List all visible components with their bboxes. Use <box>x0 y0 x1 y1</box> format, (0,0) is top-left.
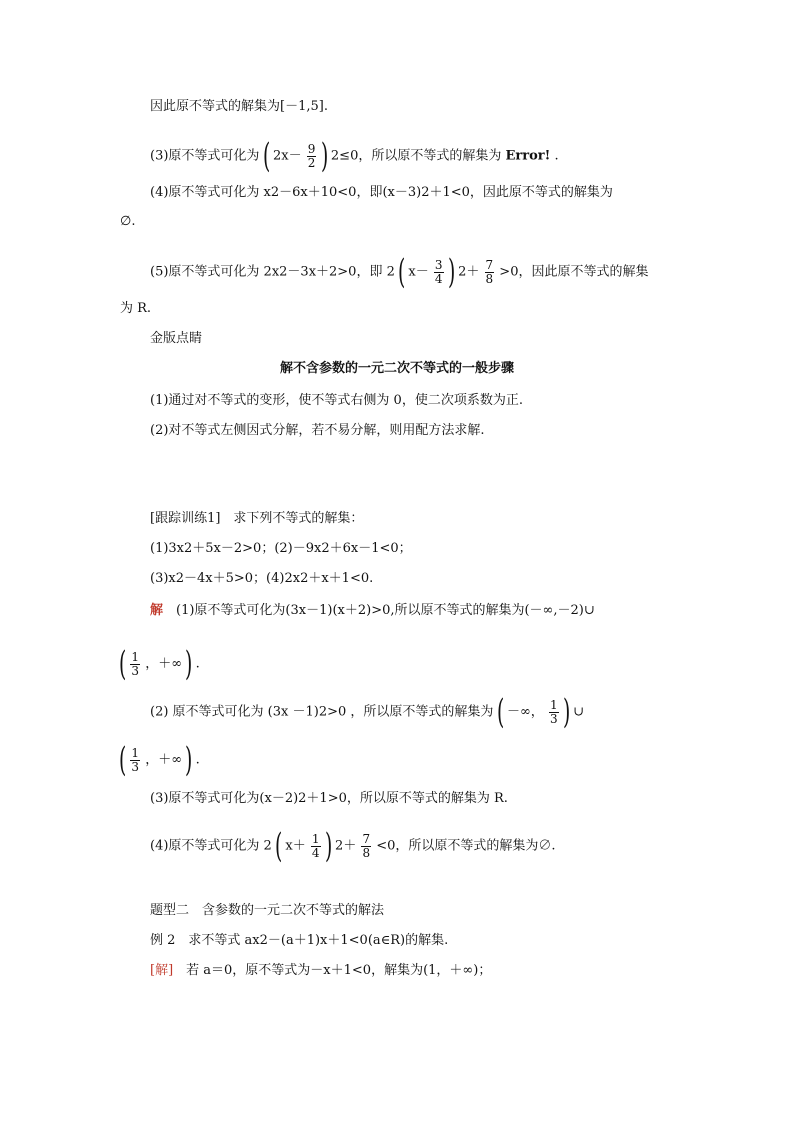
text-segment: 2x－ <box>272 148 302 164</box>
text-line <box>150 252 649 292</box>
text-line <box>150 136 559 176</box>
fraction <box>361 833 371 860</box>
text-segment: ，＋∞ <box>145 656 183 672</box>
text-line: (2)对不等式左侧因式分解，若不易分解，则用配方法求解. <box>150 423 485 438</box>
section-label: 金版点睛 <box>150 331 203 346</box>
denominator: 3 <box>131 759 140 774</box>
text-line <box>118 740 200 780</box>
fraction <box>130 747 140 774</box>
denominator: 4 <box>434 271 443 286</box>
text-line <box>150 602 595 620</box>
text-line: ∅. <box>120 214 136 229</box>
answer-marker: 解 <box>150 603 164 618</box>
text-line: 因此原不等式的解集为[－1,5]. <box>150 99 328 114</box>
left-paren: ( <box>274 826 283 866</box>
numerator: 1 <box>549 697 558 712</box>
numerator: 7 <box>362 831 371 846</box>
text-segment: 若 a＝0，原不等式为－x＋1<0，解集为(1，＋∞)； <box>173 963 492 978</box>
text-segment: (5)原不等式可化为 2x2－3x＋2>0，即 2 <box>150 264 395 280</box>
text-line: (1)3x2＋5x－2>0；(2)－9x2＋6x－1<0； <box>150 541 412 556</box>
text-segment: (2) 原不等式可化为 (3x －1)2>0 ，所以原不等式的解集为 <box>150 704 494 720</box>
text-segment: －∞， <box>506 704 544 720</box>
denominator: 3 <box>131 663 140 678</box>
text-segment: . <box>554 148 559 164</box>
text-segment: x－ <box>408 264 429 280</box>
right-paren: ) <box>324 826 332 866</box>
text-segment: ，＋∞ <box>145 752 183 768</box>
text-line <box>150 962 491 980</box>
answer-marker: [解] <box>150 963 174 978</box>
numerator: 1 <box>311 831 320 846</box>
text-segment: (1)原不等式可化为(3x－1)(x＋2)>0,所以原不等式的解集为(－∞,－2)∪ <box>163 603 595 618</box>
fraction <box>311 833 321 860</box>
text-line: (1)通过对不等式的变形，使不等式右侧为 0，使二次项系数为正. <box>150 393 523 408</box>
text-line <box>150 826 556 866</box>
numerator: 7 <box>485 257 494 272</box>
right-paren: ) <box>185 644 193 684</box>
left-paren: ( <box>398 252 406 292</box>
fraction <box>549 699 559 726</box>
text-segment: . <box>195 656 200 672</box>
denominator: 8 <box>362 845 371 860</box>
denominator: 4 <box>311 845 320 860</box>
right-paren: ) <box>447 252 455 292</box>
right-paren: ) <box>185 740 193 780</box>
numerator: 9 <box>307 141 316 156</box>
denominator: 3 <box>549 711 558 726</box>
right-paren: ) <box>320 136 328 176</box>
error-text: Error! <box>505 148 551 164</box>
text-line: (3)原不等式可化为(x－2)2＋1>0，所以原不等式的解集为 R. <box>150 791 508 806</box>
denominator: 2 <box>307 155 316 170</box>
denominator: 8 <box>485 271 494 286</box>
fraction <box>130 651 140 678</box>
text-segment: (3)原不等式可化为 <box>150 148 260 164</box>
left-paren: ( <box>262 136 270 176</box>
fraction <box>434 259 444 286</box>
text-segment: 2＋ <box>458 264 480 280</box>
text-segment: x＋ <box>285 838 306 854</box>
text-segment: 2＋ <box>335 838 357 854</box>
fraction <box>307 143 317 170</box>
text-line: 为 R. <box>120 301 152 316</box>
text-line: (3)x2－4x＋5>0；(4)2x2＋x＋1<0. <box>150 571 374 586</box>
right-paren: ) <box>562 692 570 732</box>
text-segment: ∪ <box>573 704 585 720</box>
left-paren: ( <box>118 740 127 780</box>
text-line <box>118 644 200 684</box>
numerator: 3 <box>434 257 443 272</box>
text-line: 例 2 求不等式 ax2－(a＋1)x＋1<0(a∈R)的解集. <box>150 933 449 948</box>
text-line <box>150 692 585 732</box>
fraction <box>485 259 495 286</box>
numerator: 1 <box>131 649 140 664</box>
text-line: (4)原不等式可化为 x2－6x＋10<0，即(x－3)2＋1<0，因此原不等式的解集为 <box>150 185 613 200</box>
text-segment: <0，所以原不等式的解集为∅. <box>376 838 556 854</box>
section-heading: 题型二 含参数的一元二次不等式的解法 <box>150 903 385 918</box>
left-paren: ( <box>496 692 504 732</box>
left-paren: ( <box>118 644 127 684</box>
text-segment: (4)原不等式可化为 2 <box>150 838 272 854</box>
numerator: 1 <box>131 745 140 760</box>
text-line: [跟踪训练1] 求下列不等式的解集： <box>150 511 364 526</box>
section-heading: 解不含参数的一元二次不等式的一般步骤 <box>279 361 514 376</box>
text-segment: . <box>195 752 200 768</box>
text-segment: >0，因此原不等式的解集 <box>499 264 649 280</box>
text-segment: 2≤0，所以原不等式的解集为 <box>330 148 502 164</box>
